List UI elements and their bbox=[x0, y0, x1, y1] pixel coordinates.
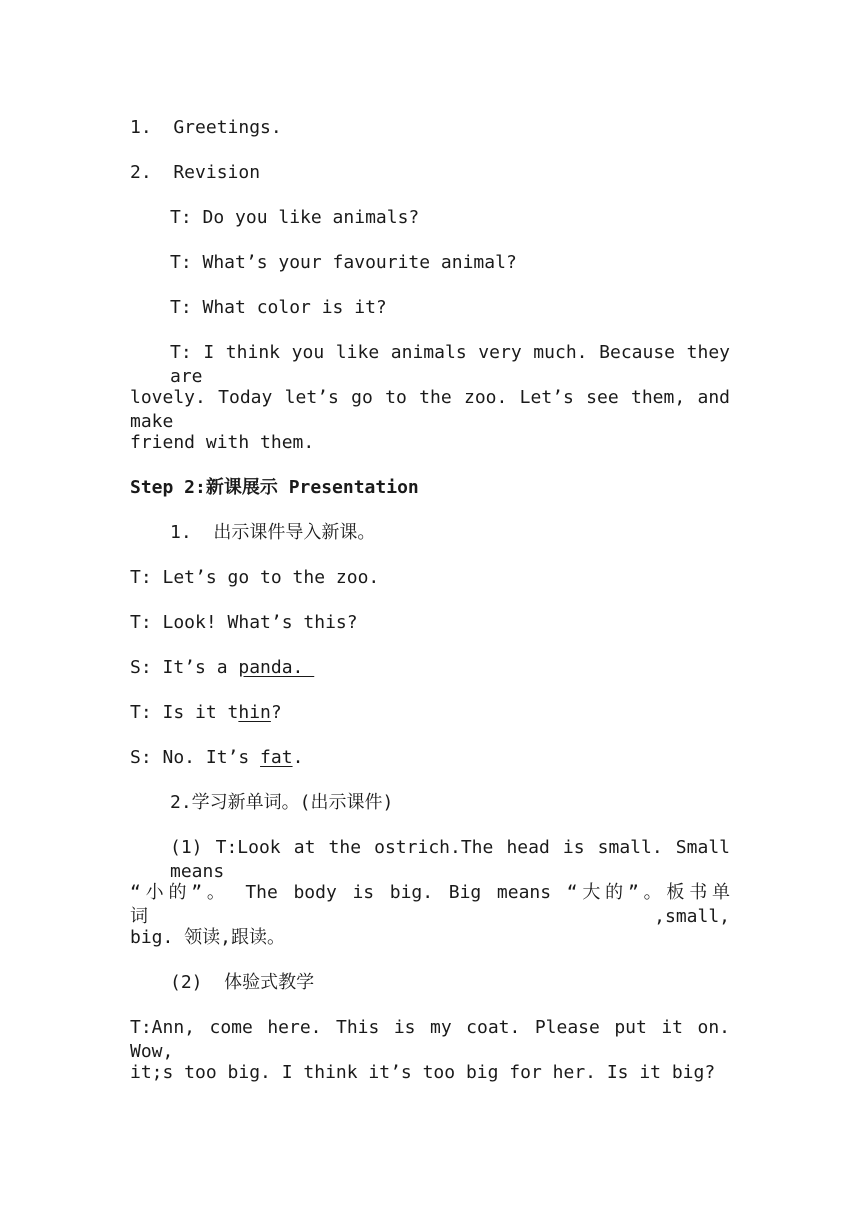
sub-item-2: (2) 体验式教学 bbox=[170, 972, 315, 993]
dialogue-line-2: T: Look! What’s this? bbox=[130, 612, 358, 633]
dialogue-line-3-text: S: It’s a bbox=[130, 657, 239, 678]
presentation-item-2: 2.学习新单词。(出示课件) bbox=[170, 792, 394, 813]
underlined-word-thin: hin bbox=[238, 702, 271, 723]
sub-item-1-line-1: (1) T:Look at the ostrich.The head is small. Small means bbox=[170, 837, 730, 882]
revision-line-1: T: Do you like animals? bbox=[170, 207, 420, 228]
list-item-revision: 2. Revision bbox=[130, 162, 261, 183]
revision-line-2: T: What’s your favourite animal? bbox=[170, 252, 517, 273]
sub-item-1-line-2: “小的”。 The body is big. Big means “大的”。板书单词,small, bbox=[130, 882, 730, 927]
step-2-heading: Step 2:新课展示 Presentation bbox=[130, 477, 419, 498]
revision-line-3: T: What color is it? bbox=[170, 297, 387, 318]
revision-paragraph-line-3: friend with them. bbox=[130, 432, 315, 453]
coat-line-1: T:Ann, come here. This is my coat. Please put it on. Wow, bbox=[130, 1017, 730, 1062]
underlined-word-fat: fat bbox=[260, 747, 293, 768]
dialogue-line-5-end: . bbox=[292, 747, 304, 768]
coat-line-2: it;s too big. I think it’s too big for her. Is it big? bbox=[130, 1062, 716, 1083]
revision-paragraph-line-1: T: I think you like animals very much. Because they are bbox=[170, 342, 730, 387]
list-item-greetings: 1. Greetings. bbox=[130, 117, 282, 138]
dialogue-line-4-text: T: Is it t bbox=[130, 702, 239, 723]
dialogue-line-4 bbox=[130, 701, 282, 725]
dialogue-line-4-end: ? bbox=[270, 702, 282, 723]
dialogue-line-3 bbox=[130, 656, 314, 680]
underlined-word-panda: panda. bbox=[238, 657, 315, 678]
presentation-item-1: 1. 出示课件导入新课。 bbox=[170, 522, 376, 543]
dialogue-line-1: T: Let’s go to the zoo. bbox=[130, 567, 380, 588]
revision-paragraph-line-2: lovely. Today let’s go to the zoo. Let’s see them, and make bbox=[130, 387, 730, 432]
sub-item-1-line-3: big. 领读,跟读。 bbox=[130, 927, 286, 948]
dialogue-line-5-text: S: No. It’s bbox=[130, 747, 261, 768]
dialogue-line-5 bbox=[130, 746, 303, 770]
